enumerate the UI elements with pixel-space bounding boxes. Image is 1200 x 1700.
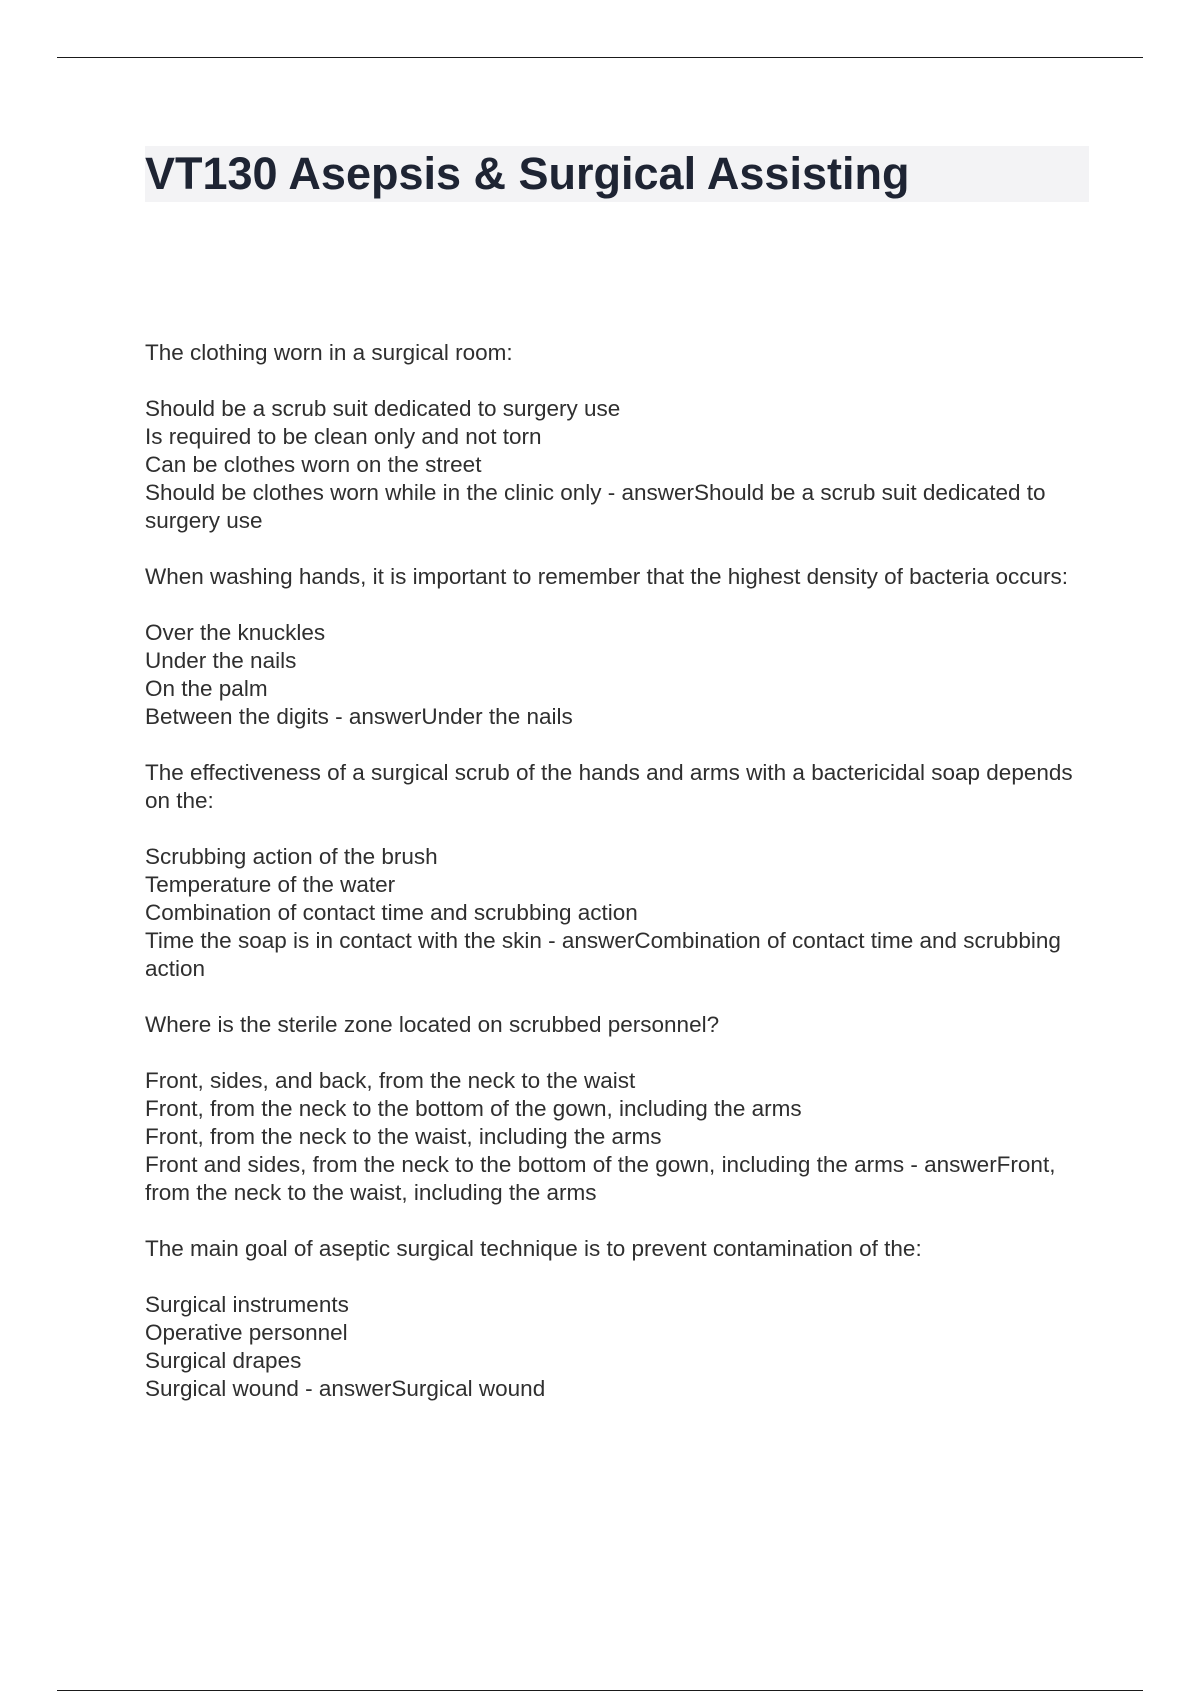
question-text: When washing hands, it is important to remember that the highest density of bacteria occurs:	[145, 564, 1068, 589]
answer-option: Front and sides, from the neck to the bottom of the gown, including the arms - answerFront, from the neck to the waist, including the arms	[145, 1152, 1056, 1205]
answer-option: Front, from the neck to the bottom of the gown, including the arms	[145, 1096, 802, 1121]
question-list	[145, 339, 1095, 1403]
answer-option: Combination of contact time and scrubbing action	[145, 900, 638, 925]
question-block	[145, 1011, 1095, 1207]
bottom-rule	[57, 1690, 1143, 1691]
answer-option: Should be a scrub suit dedicated to surgery use	[145, 396, 621, 421]
answer-option: Surgical drapes	[145, 1348, 302, 1373]
answer-option: Should be clothes worn while in the clinic only - answerShould be a scrub suit dedicated to surgery use	[145, 480, 1046, 533]
answer-option: Can be clothes worn on the street	[145, 452, 482, 477]
answer-option: Between the digits - answerUnder the nails	[145, 704, 573, 729]
answer-option: Is required to be clean only and not torn	[145, 424, 542, 449]
question-text: The main goal of aseptic surgical technique is to prevent contamination of the:	[145, 1236, 922, 1261]
answer-options	[145, 619, 1095, 731]
question-text: Where is the sterile zone located on scrubbed personnel?	[145, 1012, 720, 1037]
question-text: The clothing worn in a surgical room:	[145, 340, 513, 365]
answer-option: Surgical wound - answerSurgical wound	[145, 1376, 546, 1401]
answer-option: Temperature of the water	[145, 872, 396, 897]
answer-options	[145, 1291, 1095, 1403]
answer-option: Front, from the neck to the waist, including the arms	[145, 1124, 662, 1149]
answer-options	[145, 395, 1095, 535]
answer-option: Operative personnel	[145, 1320, 348, 1345]
document-title: VT130 Asepsis & Surgical Assisting	[145, 148, 910, 199]
question-text: The effectiveness of a surgical scrub of the hands and arms with a bactericidal soap depends on the:	[145, 760, 1073, 813]
question-block	[145, 759, 1095, 983]
answer-options	[145, 1067, 1095, 1207]
question-block	[145, 563, 1095, 731]
question-block	[145, 1235, 1095, 1403]
answer-option: Time the soap is in contact with the skin - answerCombination of contact time and scrubbing action	[145, 928, 1061, 981]
answer-option: Over the knuckles	[145, 620, 326, 645]
question-block	[145, 339, 1095, 535]
answer-option: Under the nails	[145, 648, 297, 673]
top-rule	[57, 57, 1143, 58]
answer-option: Front, sides, and back, from the neck to the waist	[145, 1068, 636, 1093]
answer-option: Scrubbing action of the brush	[145, 844, 438, 869]
answer-options	[145, 843, 1095, 983]
answer-option: Surgical instruments	[145, 1292, 349, 1317]
answer-option: On the palm	[145, 676, 268, 701]
